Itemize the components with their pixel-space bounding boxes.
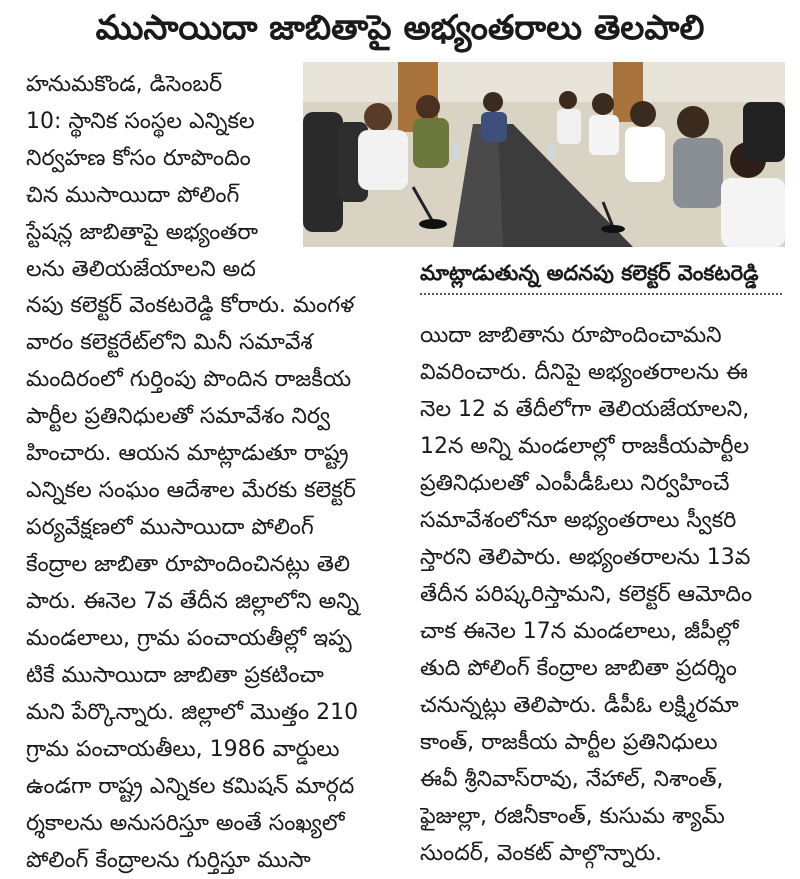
article-line: చనున్నట్లు తెలిపారు. డీపీఓ లక్ష్మిరమా: [420, 693, 739, 718]
article-line: పోలింగ్ కేంద్రాలను గుర్తిస్తూ ముసా: [26, 848, 311, 873]
article-line: తేదీన పరిష్కరిస్తామని, కలెక్టర్ ఆమోదిం: [420, 582, 753, 607]
article-line: పర్యవేక్షణలో ముసాయిదా పోలింగ్: [26, 515, 314, 540]
article-line: ఈవీ శ్రీనివాస్‌రావు, నేహాల్, నిశాంత్,: [420, 767, 724, 792]
article-line: టికే ముసాయిదా జాబితా ప్రకటించా: [26, 663, 324, 688]
article-line: నపు కలెక్టర్ వెంకటరెడ్డి కోరారు. మంగళ: [26, 293, 355, 318]
article-line: ఎన్నికల సంఘం ఆదేశాల మేరకు కలెక్టర్: [26, 478, 356, 503]
article-line: ర్శకాలను అనుసరిస్తూ అంతే సంఖ్యలో: [26, 811, 345, 836]
article-line: ఫైజుల్లా, రజినీకాంత్, కుసుమ శ్యామ్: [420, 804, 725, 829]
article-column-left: [26, 66, 298, 288]
article-line: తుది పోలింగ్ కేంద్రాల జాబితా ప్రదర్శిం: [420, 656, 737, 681]
article-line: నిర్వహణ కోసం రూపొందిం: [26, 146, 251, 171]
article-line: పారు. ఈనెల 7వ తేదీన జిల్లాలోని అన్ని: [26, 589, 360, 614]
article-line: కాంత్, రాజకీయ పార్టీల ప్రతినిధులు: [420, 730, 718, 755]
article-line: పార్టీల ప్రతినిధులతో సమావేశం నిర్వ: [26, 404, 331, 429]
caption-divider: [420, 293, 782, 295]
photo-caption: మాట్లాడుతున్న అదనపు కలెక్టర్ వెంకటరెడ్డి: [420, 261, 759, 285]
article-line: 10: స్థానిక సంస్థల ఎన్నికల: [26, 109, 255, 134]
article-line: కేంద్రాల జాబితా రూపొందించినట్లు తెలి: [26, 552, 350, 577]
article-line: ఉండగా రాష్ట్ర ఎన్నికల కమిషన్ మార్గద: [26, 774, 355, 799]
article-line: సుందర్, వెంకట్ పాల్గొన్నారు.: [420, 841, 663, 866]
article-line: లను తెలియజేయాలని అద: [26, 257, 256, 282]
article-line: సమావేశంలోనూ అభ్యంతరాలు స్వీకరి: [420, 508, 737, 533]
article-line: స్టేషన్ల జాబితాపై అభ్యంతరా: [26, 220, 259, 245]
article-line: 12న అన్ని మండలాల్లో రాజకీయపార్టీల: [420, 434, 750, 459]
meeting-photo: [303, 62, 785, 247]
article-column-right: [420, 317, 782, 872]
article-line: ప్రతినిధులతో ఎంపీడీఓలు నిర్వహించే: [420, 471, 730, 496]
article-line: గ్రామ పంచాయతీలు, 1986 వార్డులు: [26, 737, 340, 762]
article-line: మని పేర్కొన్నారు. జిల్లాలో మొత్తం 210: [26, 700, 359, 725]
article-line: హించారు. ఆయన మాట్లాడుతూ రాష్ట్ర: [26, 441, 349, 466]
article-line: యిదా జాబితాను రూపొందించామని: [420, 323, 722, 348]
article-line: నెల 12 వ తేదీలోగా తెలియజేయాలని,: [420, 397, 750, 422]
article-line: స్తారని తెలిపారు. అభ్యంతరాలను 13వ: [420, 545, 751, 570]
article-line: చిన ముసాయిదా పోలింగ్: [26, 183, 240, 208]
article-column-main: [26, 287, 392, 879]
headline: ముసాయిదా జాబితాపై అభ్యంతరాలు తెలపాలి: [95, 8, 705, 48]
article-line: మండలాలు, గ్రామ పంచాయతీల్లో ఇప్ప: [26, 626, 352, 651]
article-line: మందిరంలో గుర్తింపు పొందిన రాజకీయ: [26, 367, 352, 392]
article-line: వారం కలెక్టరేట్‌లోని మినీ సమావేశ: [26, 330, 313, 355]
article-line: హనుమకొండ, డిసెంబర్: [26, 72, 223, 97]
article-line: వివరించారు. దీనిపై అభ్యంతరాలను ఈ: [420, 360, 748, 385]
article-line: చాక ఈనెల 17న మండలాలు, జీపీల్లో: [420, 619, 739, 644]
